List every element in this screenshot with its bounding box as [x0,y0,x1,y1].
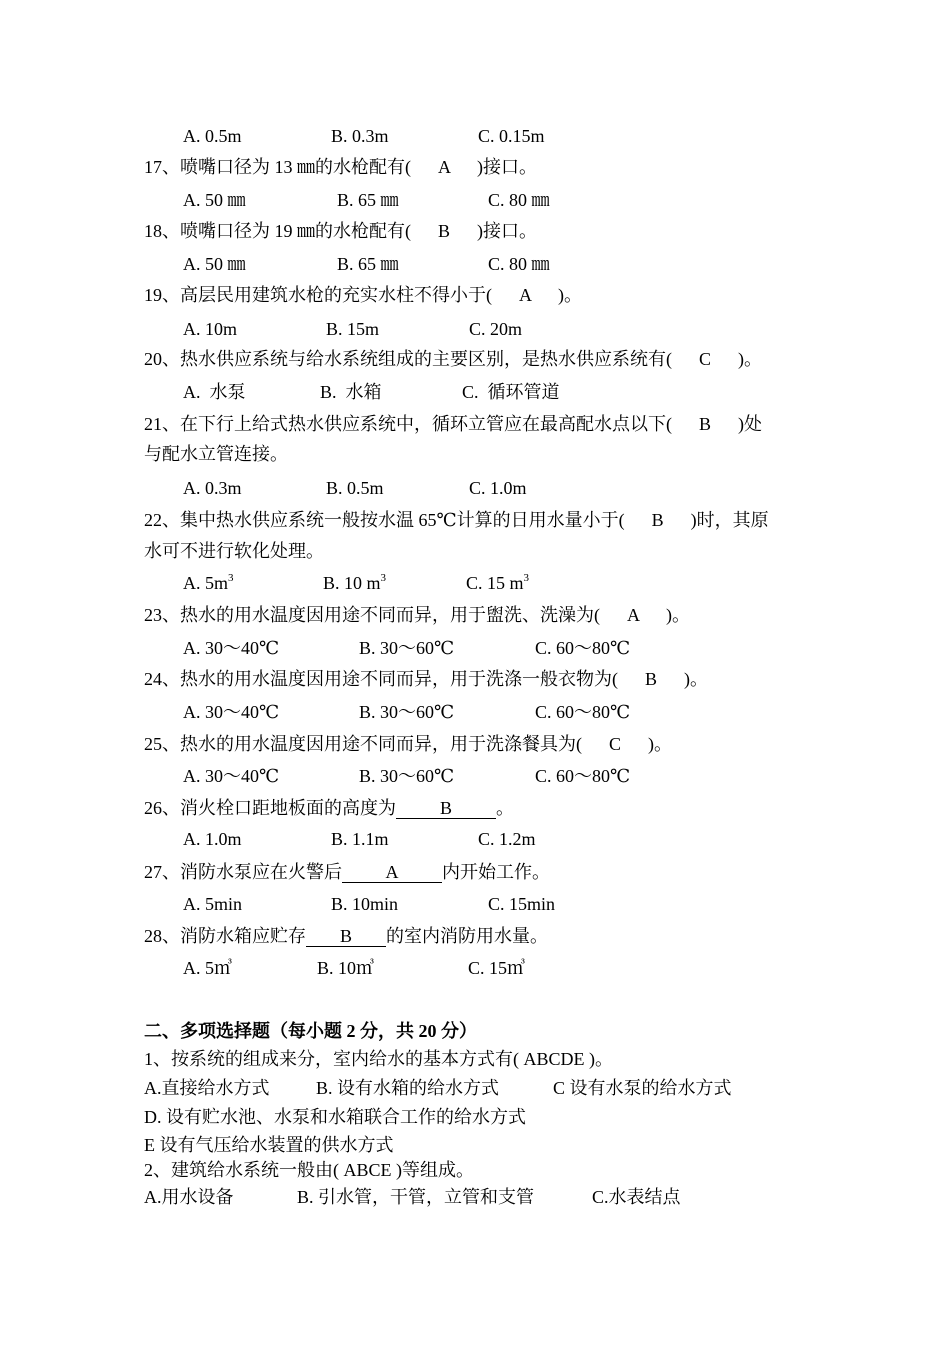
option-b: B. 1.1m [331,829,389,849]
option-a: A. 30～40℃ [183,766,280,786]
option-c: C. 60～80℃ [535,638,631,658]
option-b: B. 30～60℃ [359,638,455,658]
option-a: A. $5m^3$ [183,572,234,593]
option-a: A. 水泵 [183,382,246,402]
option-c: C. 60～80℃ [535,702,631,722]
question-line: 21、在下行上给式热水供应系统中，循环立管应在最高配水点以下( B )处 [144,414,762,434]
question-line: 17、喷嘴口径为 13 ㎜的水枪配有( A )接口。 [144,157,537,177]
option-a: A.直接给水方式 [144,1078,270,1098]
question-28: 28、消防水箱应贮存 B 的室内消防用水量。 [144,926,548,946]
option-c: C. 80 ㎜ [488,254,550,274]
option-c: C. 15㎥ [468,958,526,978]
option-a: A. 5㎥ [183,958,232,978]
question-line: 20、热水供应系统与给水系统组成的主要区别，是热水供应系统有( C )。 [144,349,762,369]
answer-blank: B [396,798,496,819]
option-b: B. 30～60℃ [359,766,455,786]
option-a: A. 1.0m [183,829,242,849]
option-a: A. 0.5m [183,126,242,146]
option-b: B. 65 ㎜ [337,254,399,274]
option-b: B. 0.5m [326,478,384,498]
option-a: A. 30～40℃ [183,638,280,658]
option-d: D. 设有贮水池、水泵和水箱联合工作的给水方式 [144,1107,526,1127]
question-line: 22、集中热水供应系统一般按水温 65℃计算的日用水量小于( B )时，其原 [144,510,769,530]
option-b: B. 0.3m [331,126,389,146]
option-c: C. 80 ㎜ [488,190,550,210]
option-c: C. 循环管道 [462,382,560,402]
option-e: E 设有气压给水装置的供水方式 [144,1135,394,1155]
option-c: C.水表结点 [592,1187,681,1207]
question-27: 27、消防水泵应在火警后 A 内开始工作。 [144,862,550,882]
question-line: 19、高层民用建筑水枪的充实水柱不得小于( A )。 [144,285,582,305]
question-line: 18、喷嘴口径为 19 ㎜的水枪配有( B )接口。 [144,221,537,241]
option-c: C. 60～80℃ [535,766,631,786]
option-b: B. 10min [331,894,399,914]
option-b: B. 15m [326,319,380,339]
option-a: A. 50 ㎜ [183,254,246,274]
option-b: B. 10 $m^3$ [323,572,387,593]
option-c: C. 20m [469,319,523,339]
option-c: C. 15 $m^3$ [466,572,530,593]
option-c: C. 15min [488,894,556,914]
option-a: A. 10m [183,319,237,339]
question-line: 水可不进行软化处理。 [144,541,324,561]
question-line: 24、热水的用水温度因用途不同而异，用于洗涤一般衣物为( B )。 [144,669,708,689]
section-heading: 二、多项选择题（每小题 2 分，共 20 分） [144,1021,477,1041]
option-b: B. 65 ㎜ [337,190,399,210]
option-b: B. 10㎥ [317,958,375,978]
option-b: B. 设有水箱的给水方式 [316,1078,500,1098]
option-a: A. 5min [183,894,243,914]
option-a: A. 0.3m [183,478,242,498]
question-line: 与配水立管连接。 [144,444,288,464]
option-c: C. 1.2m [478,829,536,849]
option-a: A. 50 ㎜ [183,190,246,210]
answer-blank: A [342,862,442,883]
multi-question-2: 2、建筑给水系统一般由( ABCE )等组成。 [144,1160,474,1180]
question-line: 23、热水的用水温度因用途不同而异，用于盥洗、洗澡为( A )。 [144,605,690,625]
question-26: 26、消火栓口距地板面的高度为 B 。 [144,798,514,818]
option-c: C 设有水泵的给水方式 [553,1078,732,1098]
option-c: C. 0.15m [478,126,545,146]
option-a: A. 30～40℃ [183,702,280,722]
option-b: B. 30～60℃ [359,702,455,722]
option-a: A.用水设备 [144,1187,234,1207]
option-c: C. 1.0m [469,478,527,498]
multi-question-1: 1、按系统的组成来分，室内给水的基本方式有( ABCDE )。 [144,1049,613,1069]
question-line: 25、热水的用水温度因用途不同而异，用于洗涤餐具为( C )。 [144,734,672,754]
option-b: B. 水箱 [320,382,382,402]
answer-blank: B [306,926,386,947]
option-b: B. 引水管，干管，立管和支管 [297,1187,535,1207]
